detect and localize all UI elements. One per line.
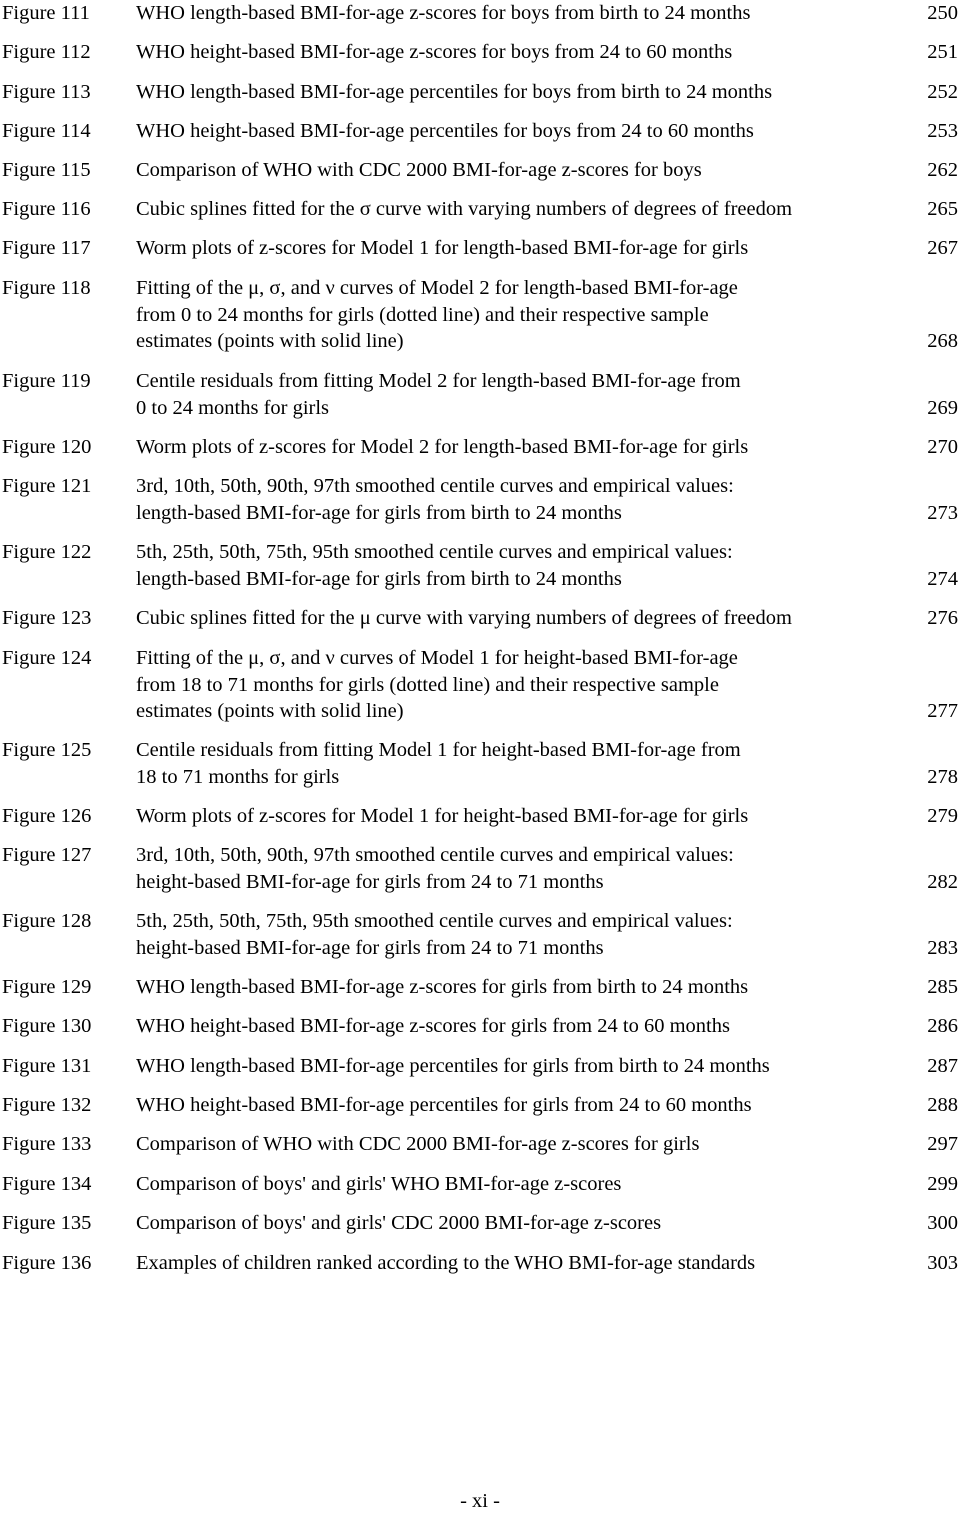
figure-title-line: Cubic splines fitted for the μ curve with varying numbers of degrees of freedom — [136, 607, 792, 629]
page-reference: 288 — [927, 1094, 958, 1116]
figure-title — [136, 1131, 916, 1158]
figure-label: Figure 115 — [2, 159, 91, 181]
page-reference: 268 — [927, 330, 958, 352]
figure-title-line: from 0 to 24 months for girls (dotted line) and their respective sample — [136, 303, 709, 326]
figure-label: Figure 125 — [2, 739, 92, 761]
figure-title-line: Worm plots of z-scores for Model 1 for height-based BMI-for-age for girls — [136, 805, 749, 827]
figure-label: Figure 118 — [2, 277, 91, 299]
page-reference: 265 — [927, 198, 958, 220]
figure-title-line: 3rd, 10th, 50th, 90th, 97th smoothed centile curves and empirical values: — [136, 844, 734, 866]
figure-title — [136, 235, 916, 262]
figure-label: Figure 116 — [2, 198, 91, 220]
figure-title — [136, 368, 916, 421]
figure-title-line: 0 to 24 months for girls — [136, 396, 330, 419]
figure-label: Figure 117 — [2, 237, 91, 259]
figure-title — [136, 974, 916, 1001]
figure-title — [136, 737, 916, 790]
figure-label: Figure 126 — [2, 805, 92, 827]
figure-title — [136, 803, 916, 830]
figure-title — [136, 645, 916, 725]
figure-title — [136, 605, 916, 632]
figure-title-line: Examples of children ranked according to the WHO BMI-for-age standards — [136, 1252, 756, 1274]
page-reference: 277 — [927, 700, 958, 722]
figure-label: Figure 134 — [2, 1173, 92, 1195]
figure-title — [136, 842, 916, 895]
page-reference: 253 — [927, 120, 958, 142]
figure-title — [136, 1210, 916, 1237]
figure-label: Figure 112 — [2, 41, 91, 63]
figure-label: Figure 122 — [2, 541, 92, 563]
figure-title-line: WHO height-based BMI-for-age z-scores for girls from 24 to 60 months — [136, 1015, 730, 1037]
figure-title-line: estimates (points with solid line) — [136, 700, 404, 722]
page-reference: 285 — [927, 976, 958, 998]
page-reference: 303 — [927, 1252, 958, 1274]
page-reference: 252 — [927, 81, 958, 103]
figure-title — [136, 434, 916, 461]
page-reference: 283 — [927, 936, 958, 959]
figure-label: Figure 113 — [2, 81, 91, 103]
figure-label: Figure 130 — [2, 1015, 92, 1037]
figure-title-line: height-based BMI-for-age for girls from 24 to 71 months — [136, 936, 604, 959]
figure-title-line: Fitting of the μ, σ, and ν curves of Model 1 for height-based BMI-for-age — [136, 647, 738, 669]
figure-title — [136, 157, 916, 184]
page-reference: 262 — [927, 159, 958, 181]
figure-title-line: WHO height-based BMI-for-age percentiles for girls from 24 to 60 months — [136, 1094, 752, 1116]
figure-label: Figure 121 — [2, 475, 92, 497]
figure-title — [136, 39, 916, 66]
page-number: - xi - — [460, 1490, 500, 1512]
figure-title — [136, 1171, 916, 1198]
figure-label: Figure 114 — [2, 120, 91, 142]
figure-title-line: Comparison of WHO with CDC 2000 BMI-for-age z-scores for boys — [136, 159, 702, 181]
page-reference: 286 — [927, 1015, 958, 1037]
figure-title — [136, 1013, 916, 1040]
figure-title-line: Comparison of WHO with CDC 2000 BMI-for-age z-scores for girls — [136, 1133, 700, 1155]
figure-title — [136, 1053, 916, 1080]
figure-title — [136, 196, 916, 223]
figure-label: Figure 123 — [2, 607, 92, 629]
page-reference: 287 — [927, 1055, 958, 1077]
figure-title-line: WHO length-based BMI-for-age z-scores for boys from birth to 24 months — [136, 2, 751, 24]
figure-title-line: WHO length-based BMI-for-age z-scores for girls from birth to 24 months — [136, 976, 749, 998]
figure-title-line: Worm plots of z-scores for Model 1 for length-based BMI-for-age for girls — [136, 237, 749, 259]
figure-title — [136, 1250, 916, 1277]
page-reference: 276 — [927, 607, 958, 629]
figure-label: Figure 120 — [2, 436, 92, 458]
figure-title-line: Centile residuals from fitting Model 1 for height-based BMI-for-age from — [136, 739, 741, 761]
figure-title-line: WHO height-based BMI-for-age z-scores for boys from 24 to 60 months — [136, 41, 733, 63]
figure-title — [136, 473, 916, 526]
figure-title-line: Comparison of boys' and girls' CDC 2000 BMI-for-age z-scores — [136, 1212, 662, 1234]
figure-title-line: length-based BMI-for-age for girls from birth to 24 months — [136, 501, 622, 524]
figure-title-line: 5th, 25th, 50th, 75th, 95th smoothed centile curves and empirical values: — [136, 910, 733, 932]
figure-label: Figure 124 — [2, 647, 92, 669]
page-reference: 278 — [927, 765, 958, 788]
figure-label: Figure 133 — [2, 1133, 92, 1155]
figure-title-line: Fitting of the μ, σ, and ν curves of Model 2 for length-based BMI-for-age — [136, 277, 738, 299]
figure-title-line: Centile residuals from fitting Model 2 for length-based BMI-for-age from — [136, 370, 741, 392]
figure-title-line: from 18 to 71 months for girls (dotted line) and their respective sample — [136, 673, 719, 696]
page-reference: 251 — [927, 41, 958, 63]
page-reference: 282 — [927, 870, 958, 893]
figure-label: Figure 128 — [2, 910, 92, 932]
figure-label: Figure 111 — [2, 2, 90, 24]
figure-title — [136, 118, 916, 145]
figure-title-line: WHO height-based BMI-for-age percentiles for boys from 24 to 60 months — [136, 120, 754, 142]
figure-label: Figure 135 — [2, 1212, 92, 1234]
figure-title-line: WHO length-based BMI-for-age percentiles for boys from birth to 24 months — [136, 81, 773, 103]
page-reference: 273 — [927, 501, 958, 524]
figure-title-line: 3rd, 10th, 50th, 90th, 97th smoothed centile curves and empirical values: — [136, 475, 734, 497]
figure-title — [136, 79, 916, 106]
figure-title — [136, 908, 916, 961]
figure-title-line: height-based BMI-for-age for girls from 24 to 71 months — [136, 870, 604, 893]
figure-title-line: Worm plots of z-scores for Model 2 for length-based BMI-for-age for girls — [136, 436, 749, 458]
figure-label: Figure 127 — [2, 844, 92, 866]
figure-title — [136, 539, 916, 592]
page-reference: 299 — [927, 1173, 958, 1195]
figure-label: Figure 131 — [2, 1055, 92, 1077]
page-reference: 250 — [927, 2, 958, 24]
figure-title-line: Comparison of boys' and girls' WHO BMI-for-age z-scores — [136, 1173, 622, 1195]
figure-label: Figure 132 — [2, 1094, 92, 1116]
figure-title-line: 5th, 25th, 50th, 75th, 95th smoothed centile curves and empirical values: — [136, 541, 733, 563]
page-reference: 270 — [927, 436, 958, 458]
page-reference: 300 — [927, 1212, 958, 1234]
figure-title-line: estimates (points with solid line) — [136, 330, 404, 352]
figure-title — [136, 275, 916, 355]
page-reference: 269 — [927, 396, 958, 419]
page-reference: 297 — [927, 1133, 958, 1155]
figure-title — [136, 1092, 916, 1119]
page-reference: 267 — [927, 237, 958, 259]
figure-title — [136, 0, 916, 27]
figure-title-line: 18 to 71 months for girls — [136, 765, 340, 788]
figure-label: Figure 129 — [2, 976, 92, 998]
page-reference: 274 — [927, 567, 958, 590]
figure-title-line: length-based BMI-for-age for girls from birth to 24 months — [136, 567, 622, 590]
figure-label: Figure 136 — [2, 1252, 92, 1274]
figure-title-line: Cubic splines fitted for the σ curve with varying numbers of degrees of freedom — [136, 198, 793, 220]
page-reference: 279 — [927, 805, 958, 827]
figure-label: Figure 119 — [2, 370, 91, 392]
figure-title-line: WHO length-based BMI-for-age percentiles for girls from birth to 24 months — [136, 1055, 770, 1077]
